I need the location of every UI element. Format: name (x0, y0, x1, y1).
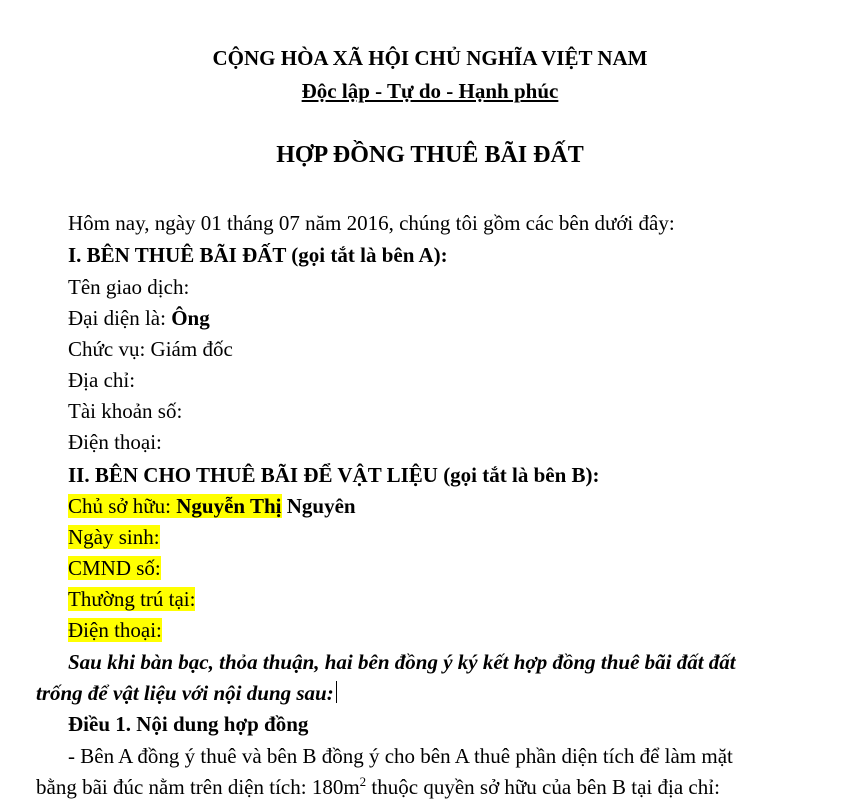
party-b-phone (68, 617, 162, 643)
motto-text: Độc lập - Tự do - Hạnh phúc (301, 79, 559, 103)
rep-label: Đại diện là: (68, 306, 172, 330)
rep-value: Ông (171, 306, 210, 330)
owner-name-rest: Nguyên (281, 494, 356, 518)
party-b-residence (68, 586, 195, 612)
party-b-id (68, 555, 161, 581)
national-motto (0, 79, 860, 104)
party-a-representative (68, 305, 210, 331)
party-a-phone: Điện thoại: (68, 430, 162, 454)
article-1-line-2-rest: thuộc quyền sở hữu của bên B tại địa chỉ: (366, 775, 720, 799)
party-a-account: Tài khoản số: (68, 399, 183, 423)
party-b-heading: II. BÊN CHO THUÊ BÃI ĐỂ VẬT LIỆU (gọi tắt là bên B): (68, 463, 600, 487)
party-a-heading: I. BÊN THUÊ BÃI ĐẤT (gọi tắt là bên A): (68, 243, 448, 267)
party-b-owner (68, 493, 356, 519)
agreement-text: trống để vật liệu với nội dung sau: (36, 681, 334, 705)
article-1-line-1: - Bên A đồng ý thuê và bên B đồng ý cho bên A thuê phần diện tích để làm mặt (68, 744, 733, 768)
agreement-line-2 (36, 680, 337, 706)
contract-title: HỢP ĐỒNG THUÊ BÃI ĐẤT (276, 142, 584, 168)
party-a-trade-name: Tên giao dịch: (68, 275, 190, 299)
area-unit-superscript: 2 (359, 774, 367, 789)
dob-label: Ngày sinh: (68, 525, 160, 549)
article-1-line-2-text: bằng bãi đúc nằm trên diện tích: 180m (36, 775, 360, 799)
party-a-address: Địa chỉ: (68, 368, 136, 392)
party-a-position: Chức vụ: Giám đốc (68, 337, 233, 361)
national-title: CỘNG HÒA XÃ HỘI CHỦ NGHĨA VIỆT NAM (212, 46, 648, 70)
owner-name-bold: Nguyễn Thị (176, 494, 282, 518)
residence-label: Thường trú tại: (68, 587, 196, 611)
phone-label: Điện thoại: (68, 618, 162, 642)
id-label: CMND số: (68, 556, 161, 580)
article-1-heading: Điều 1. Nội dung hợp đồng (68, 712, 309, 736)
owner-label: Chủ sở hữu: (68, 494, 177, 518)
text-cursor (336, 681, 337, 703)
party-b-dob (68, 524, 160, 550)
article-1-line-2 (36, 774, 720, 800)
intro-line: Hôm nay, ngày 01 tháng 07 năm 2016, chúng tôi gồm các bên dưới đây: (68, 211, 675, 235)
agreement-line-1: Sau khi bàn bạc, thỏa thuận, hai bên đồng ý ký kết hợp đồng thuê bãi đất đất (68, 650, 736, 674)
